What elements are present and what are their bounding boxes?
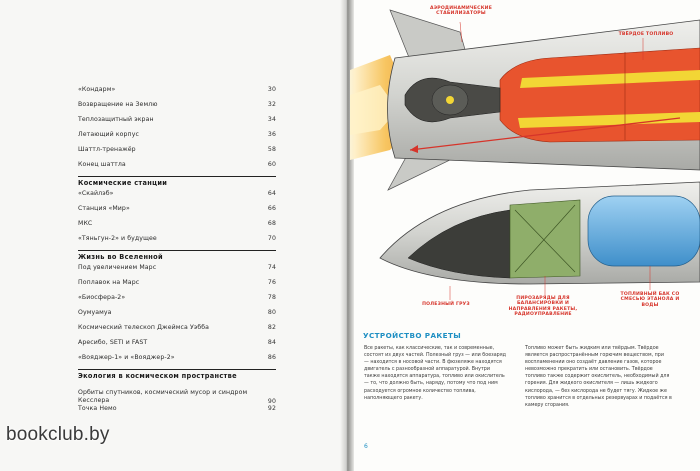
toc-entry-title: Оумуамуа [78, 309, 112, 316]
toc-entry-page: 80 [267, 309, 276, 316]
toc-entry-page: 74 [267, 264, 276, 271]
toc-entry-title: МКС [78, 220, 93, 227]
toc-section-heading [78, 250, 276, 264]
toc-entry-page: 84 [267, 339, 276, 346]
toc-entry-title: Жизнь во Вселенной [78, 253, 163, 261]
toc-entry-title: Космический телескоп Джеймса Уэбба [78, 324, 210, 331]
toc-entry-page: 92 [267, 405, 276, 412]
toc-entry-page: 34 [267, 116, 276, 123]
label-pyros: ПИРОЗАРЯДЫ ДЛЯ БАЛАНСИРОВКИ И НАПРАВЛЕНИЯ РАКЕТЫ, РАДИОУПРАВЛЕНИЕ [508, 296, 578, 318]
watermark-logo: bookclub.by [6, 424, 110, 445]
toc-entry-page: 66 [267, 205, 276, 212]
toc-entry [78, 190, 276, 205]
label-payload: ПОЛЕЗНЫЙ ГРУЗ [422, 302, 470, 307]
toc-entry-title: Под увеличением Марс [78, 264, 157, 271]
toc-entry [78, 101, 276, 116]
toc-section-heading [78, 176, 276, 190]
toc-entry-title: «Биосфера-2» [78, 294, 126, 301]
toc-entry [78, 279, 276, 294]
article-column-2: Топливо может быть жидким или твёрдым. Твёрдое является распространённым горючим веществом, при воспламенении оно создаёт давление газов, которое невозможно прекратить или остановить. Твёрдое топливо также содержит окислитель, необходимый для горения. Для жидкого окислителя — лишь жидкого кислорода, — без кислорода не будет тягу. Жидкое же топливо хранится в отдельных резервуарах и подаётся в камеру сгорания. [525, 346, 672, 408]
toc-entry [78, 354, 276, 369]
toc-entry [78, 309, 276, 324]
toc-entry-page: 64 [267, 190, 276, 197]
toc-entry-page: 58 [267, 146, 276, 153]
fuel-tank [588, 196, 700, 266]
toc-entry-title: Шаттл-тренажёр [78, 146, 136, 153]
toc-entry-title: Конец шаттла [78, 161, 126, 168]
toc-entry-title: Аресибо, SETI и FAST [78, 339, 148, 346]
toc-entry-title: Станция «Мир» [78, 205, 130, 212]
toc-entry [78, 205, 276, 220]
toc-entry-page: 32 [267, 101, 276, 108]
label-solid-fuel: ТВЁРДОЕ ТОПЛИВО [618, 32, 674, 37]
toc-entry-title: Теплозащитный экран [78, 116, 154, 123]
toc-section-heading [78, 369, 276, 383]
toc-entry-title: «Скайлэб» [78, 190, 114, 197]
toc-entry-page: 68 [267, 220, 276, 227]
toc-entry [78, 86, 276, 101]
toc-entry [78, 146, 276, 161]
toc-entry [78, 264, 276, 279]
toc-entry-title: «Кондарм» [78, 86, 116, 93]
rocket-illustration [350, 0, 700, 330]
toc-entry-title: Космические станции [78, 179, 168, 187]
toc-entry-page: 82 [267, 324, 276, 331]
table-of-contents [78, 86, 276, 420]
label-fuel-tank: ТОПЛИВНЫЙ БАК СО СМЕСЬЮ ЭТАНОЛА И ВОДЫ [620, 292, 680, 308]
toc-entry-title: «Тяньгун-2» и будущее [78, 235, 157, 242]
toc-entry-title: Поплавок на Марс [78, 279, 140, 286]
toc-entry [78, 383, 276, 405]
toc-entry [78, 131, 276, 146]
toc-entry-page: 78 [267, 294, 276, 301]
toc-entry-page: 30 [267, 86, 276, 93]
toc-entry [78, 294, 276, 309]
article-title: УСТРОЙСТВО РАКЕТЫ [363, 331, 462, 340]
label-stabilizers: АЭРОДИНАМИЧЕСКИЕ СТАБИЛИЗАТОРЫ [429, 6, 493, 17]
toc-entry-page: 90 [267, 398, 276, 405]
toc-entry [78, 235, 276, 250]
toc-entry [78, 220, 276, 235]
toc-entry-title: «Вояджер-1» и «Вояджер-2» [78, 354, 175, 361]
toc-entry-title: Экология в космическом пространстве [78, 372, 237, 380]
rocket-lower-section [380, 182, 700, 300]
toc-entry [78, 339, 276, 354]
toc-entry-title: Возвращение на Землю [78, 101, 158, 108]
toc-entry-page: 36 [267, 131, 276, 138]
toc-entry-page: 86 [267, 354, 276, 361]
toc-entry-title: Летающий корпус [78, 131, 139, 138]
toc-entry-page: 60 [267, 161, 276, 168]
toc-entry [78, 324, 276, 339]
page-number: 6 [364, 443, 368, 450]
toc-entry [78, 405, 276, 420]
toc-entry-page: 76 [267, 279, 276, 286]
rocket-cutaway-diagram [350, 0, 700, 330]
article-column-1: Все ракеты, как классические, так и современные, состоят из двух частей. Полезный груз — или боезаряд — находится в носовой части. В фюзеляже находятся двигатель с разнообразной аппаратурой. Внутри также находятся аппаратура, топливо или окислитель — то, что должно быть, наряду, потому что под ним расходуется огромное количество топлива, наполняющего ракету. [364, 346, 506, 401]
toc-entry-title: Орбиты спутников, космический мусор и синдром Кесслера [78, 389, 248, 404]
toc-entry-page: 70 [267, 235, 276, 242]
toc-entry [78, 116, 276, 131]
toc-entry [78, 161, 276, 176]
toc-entry-title: Точка Немо [78, 405, 117, 412]
